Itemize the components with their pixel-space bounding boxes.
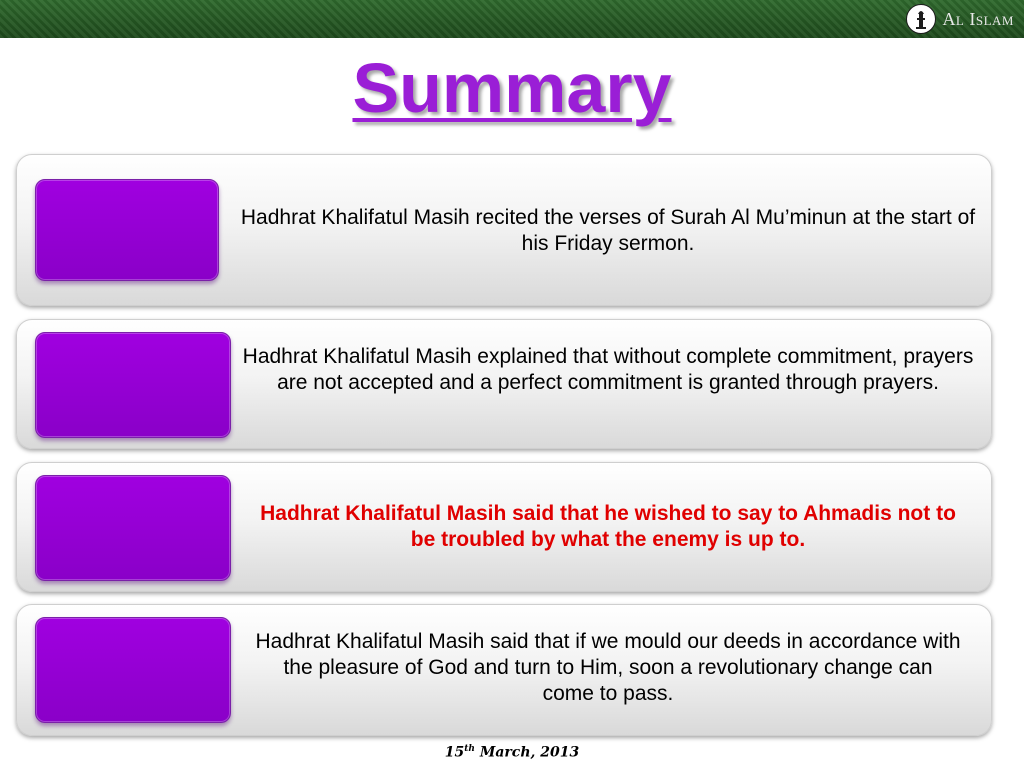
card-text-4: Hadhrat Khalifatul Masih said that if we mould our deeds in accordance with the pleasure of God and turn to Him, soon a revolutionary change can come to pass.	[255, 630, 961, 705]
page-title: Summary	[352, 49, 672, 127]
date-suffix: th	[464, 744, 475, 754]
card-tab-4	[35, 617, 231, 723]
card-tab-1	[35, 179, 219, 281]
footer-date	[0, 744, 1024, 761]
summary-card-1	[16, 154, 992, 306]
summary-card-3	[16, 462, 992, 592]
card-text-3: Hadhrat Khalifatul Masih said that he wished to say to Ahmadis not to be troubled by what the enemy is up to.	[260, 502, 956, 551]
card-text-2: Hadhrat Khalifatul Masih explained that without complete commitment, prayers are not accepted and a perfect commitment is granted through prayers.	[242, 345, 974, 394]
card-text-1: Hadhrat Khalifatul Masih recited the verses of Surah Al Mu’minun at the start of his Friday sermon.	[240, 206, 976, 255]
summary-card-4	[16, 604, 992, 736]
date-rest: March, 2013	[479, 744, 580, 761]
header-bar	[0, 0, 1024, 38]
summary-card-2	[16, 319, 992, 449]
card-tab-2	[35, 332, 231, 438]
card-tab-3	[35, 475, 231, 581]
date-day: 15	[444, 744, 465, 761]
al-islam-logo	[906, 4, 1014, 34]
logo-text: Al Islam	[942, 8, 1014, 29]
minaret-icon	[906, 4, 936, 34]
